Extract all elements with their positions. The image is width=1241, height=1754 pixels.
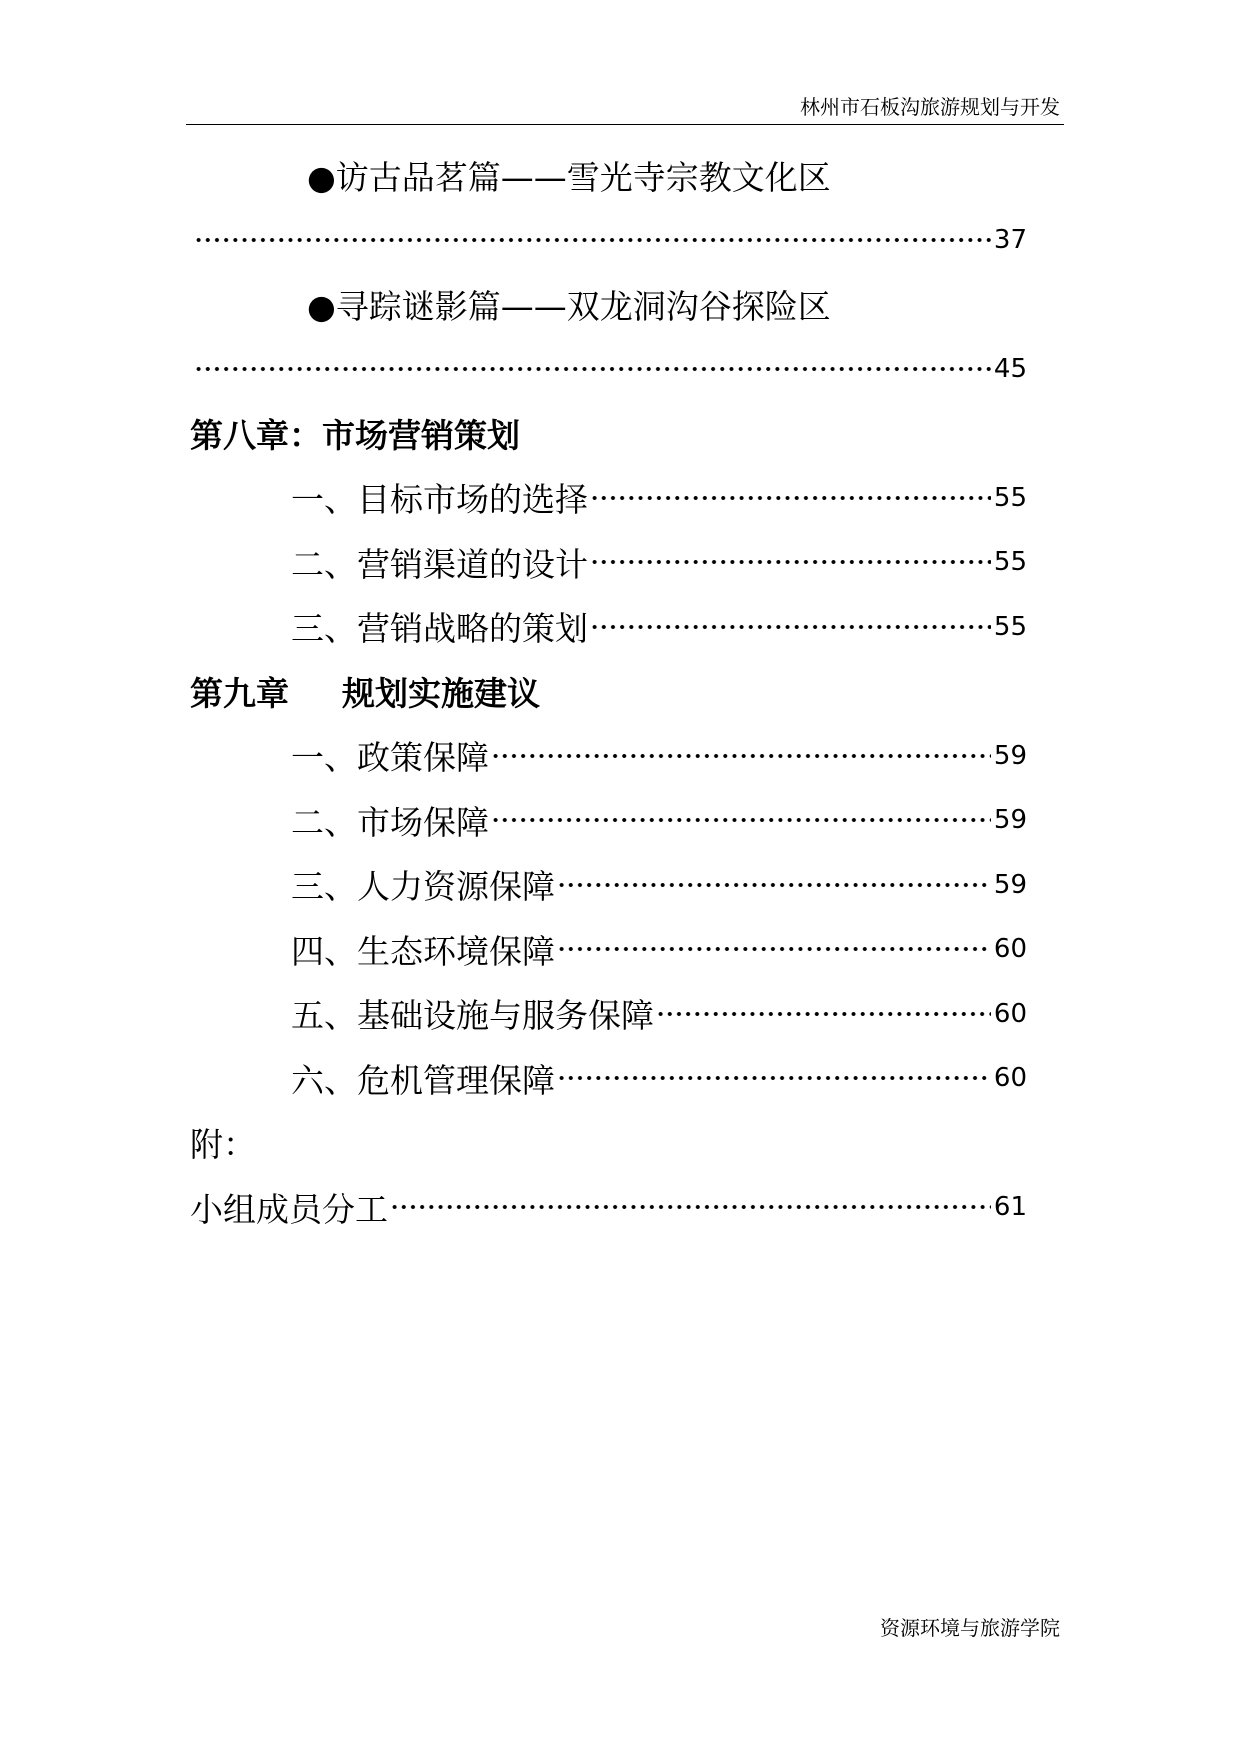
- page-number: 60: [993, 934, 1027, 965]
- toc-section-entry: [190, 982, 1027, 1047]
- toc-section-entry: [190, 466, 1027, 531]
- toc-section-entry: [190, 530, 1027, 595]
- toc-section-entry: [190, 595, 1027, 660]
- chapter-title: 规划实施建议: [342, 673, 540, 713]
- page-number: 45: [993, 353, 1027, 384]
- page-number: 59: [993, 869, 1027, 900]
- header-divider: [186, 124, 1064, 125]
- toc-section-entry: [190, 724, 1027, 789]
- page-number: 61: [993, 1192, 1027, 1223]
- page-number: 55: [993, 611, 1027, 642]
- running-footer-text: 资源环境与旅游学院: [880, 1616, 1060, 1640]
- page-number: 59: [993, 740, 1027, 771]
- appendix-title: 附：: [190, 1125, 256, 1165]
- dot-leader: [491, 815, 991, 825]
- page-number: 60: [993, 998, 1027, 1029]
- toc-topic-entry: [190, 143, 1027, 208]
- toc-section-entry: [190, 917, 1027, 982]
- section-label: 四、生态环境保障: [291, 931, 555, 971]
- section-label: 一、政策保障: [291, 738, 489, 778]
- toc-topic-label: ●访古品茗篇——雪光寺宗教文化区: [307, 157, 831, 197]
- section-label: 五、基础设施与服务保障: [291, 996, 654, 1036]
- dot-leader: [557, 1073, 991, 1083]
- section-label: 二、市场保障: [291, 802, 489, 842]
- dot-leader: [590, 557, 991, 567]
- page-number: 60: [993, 1063, 1027, 1094]
- toc-chapter-heading: [190, 401, 1027, 466]
- toc-appendix-entry: [190, 1175, 1027, 1240]
- toc-section-entry: [190, 788, 1027, 853]
- section-label: 六、危机管理保障: [291, 1060, 555, 1100]
- dot-leader: [557, 944, 991, 954]
- toc-appendix-heading: [190, 1111, 1027, 1176]
- table-of-contents: [190, 143, 1027, 1240]
- dot-leader: [194, 235, 991, 245]
- page-number: 37: [993, 224, 1027, 255]
- dot-leader: [656, 1009, 991, 1019]
- dot-leader: [194, 364, 991, 374]
- toc-topic-entry: [190, 272, 1027, 337]
- section-label: 一、目标市场的选择: [291, 480, 588, 520]
- running-header-title: 林州市石板沟旅游规划与开发: [800, 95, 1060, 119]
- dot-leader: [390, 1202, 991, 1212]
- page-number: 55: [993, 547, 1027, 578]
- section-label: 三、人力资源保障: [291, 867, 555, 907]
- toc-topic-page-line: [190, 208, 1027, 273]
- dot-leader: [491, 751, 991, 761]
- page-number: 55: [993, 482, 1027, 513]
- section-label: 三、营销战略的策划: [291, 609, 588, 649]
- dot-leader: [590, 493, 991, 503]
- toc-topic-page-line: [190, 337, 1027, 402]
- dot-leader: [590, 622, 991, 632]
- toc-chapter-heading: [190, 659, 1027, 724]
- toc-topic-label: ●寻踪谜影篇——双龙洞沟谷探险区: [307, 286, 831, 326]
- dot-leader: [557, 880, 991, 890]
- section-label: 二、营销渠道的设计: [291, 544, 588, 584]
- toc-section-entry: [190, 853, 1027, 918]
- chapter-title: 第八章：市场营销策划: [190, 415, 520, 455]
- toc-section-entry: [190, 1046, 1027, 1111]
- chapter-number: 第九章: [190, 673, 289, 713]
- appendix-label: 小组成员分工: [190, 1189, 388, 1229]
- page-number: 59: [993, 805, 1027, 836]
